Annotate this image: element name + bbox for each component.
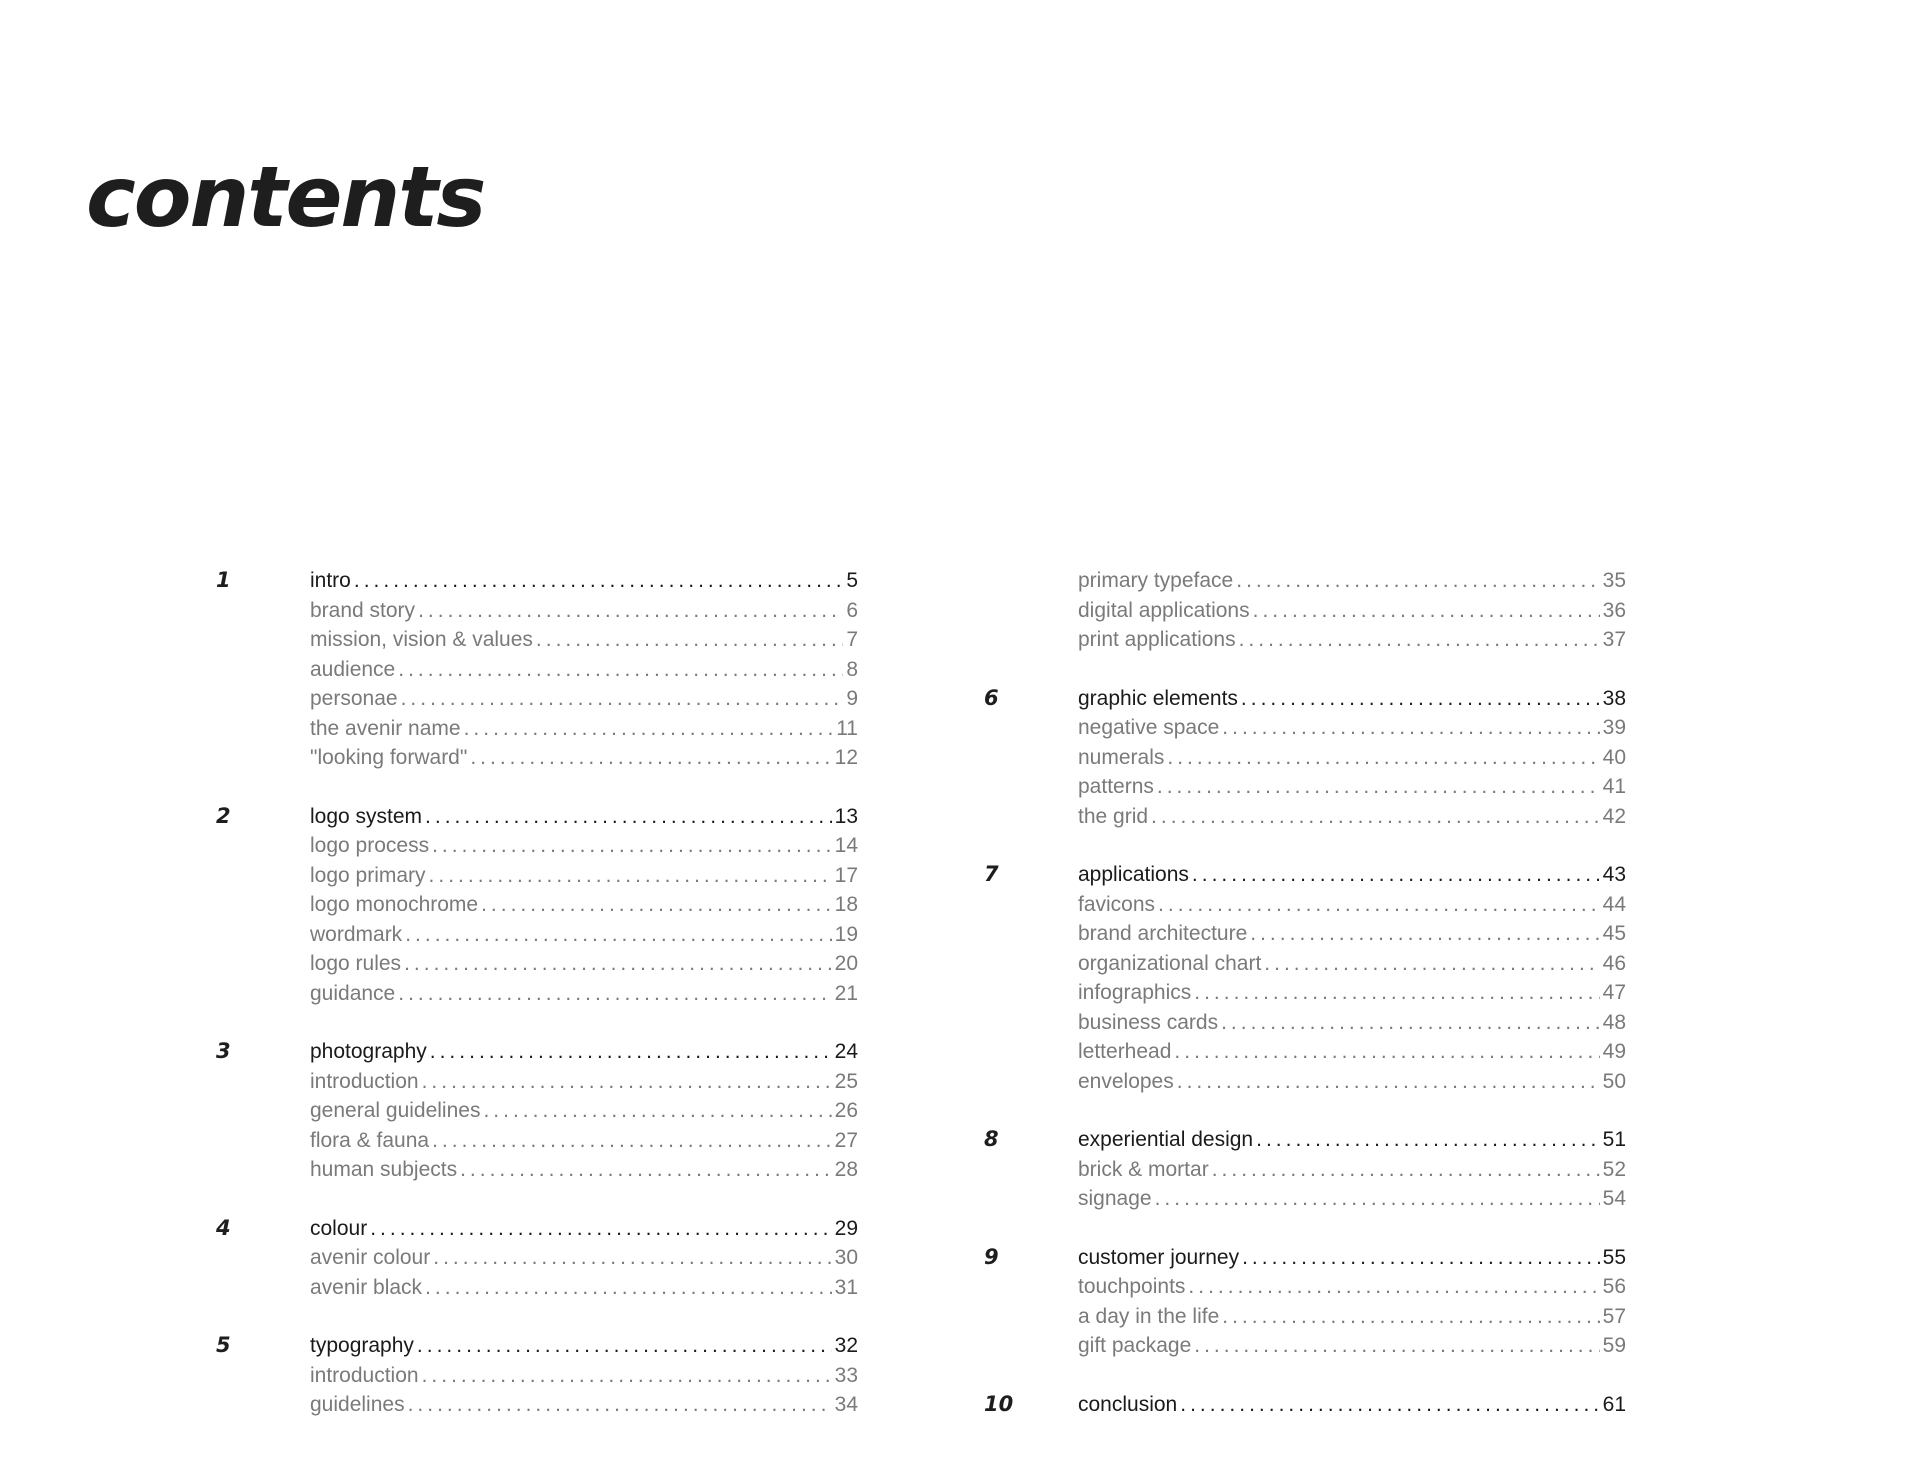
toc-page-number: 12 (834, 746, 858, 769)
toc-page-number: 34 (834, 1393, 858, 1416)
dot-leader (1177, 1067, 1600, 1097)
toc-entry (1078, 1037, 1626, 1067)
toc-entry (310, 1155, 858, 1185)
toc-entry-label: mission, vision & values (310, 628, 533, 651)
toc-page-number: 48 (1602, 1010, 1626, 1034)
toc-entry-label: brand story (310, 598, 416, 622)
toc-section-heading (1078, 1125, 1626, 1155)
toc-entry (1078, 1331, 1626, 1361)
section-number: 6 (984, 685, 999, 710)
dot-leader (433, 1243, 831, 1273)
toc-section (984, 684, 1626, 832)
toc-entry-label: conclusion (1078, 1392, 1178, 1416)
toc-entry-label: brand architecture (1078, 922, 1248, 945)
toc-page-number: 26 (834, 1099, 858, 1122)
dot-leader (1222, 1302, 1599, 1332)
toc-entry-label: colour (310, 1216, 368, 1240)
toc-entry-list (310, 1331, 858, 1420)
toc-page-number: 52 (1602, 1157, 1626, 1181)
toc-entry (310, 1096, 858, 1126)
dot-leader (418, 596, 843, 626)
toc-entry (1078, 1008, 1626, 1038)
toc-page-number: 51 (1602, 1128, 1626, 1151)
toc-page-number: 59 (1602, 1334, 1626, 1357)
dot-leader (1242, 1243, 1600, 1273)
toc-entry-label: digital applications (1078, 598, 1250, 622)
toc-entry (1078, 919, 1626, 949)
section-number: 2 (216, 803, 231, 828)
dot-leader (398, 979, 831, 1009)
section-number: 8 (984, 1127, 999, 1151)
toc-entry (310, 714, 858, 744)
toc-page-number: 9 (846, 687, 858, 710)
dot-leader (1250, 919, 1599, 949)
toc-entry (310, 1243, 858, 1273)
toc-entry-label: applications (1078, 863, 1189, 886)
toc-page-number: 30 (834, 1246, 858, 1269)
toc-entry-label: wordmark (310, 922, 403, 946)
section-number: 4 (216, 1215, 231, 1240)
dot-leader (1157, 772, 1600, 802)
dot-leader (1241, 684, 1600, 714)
toc-entry-label: general guidelines (310, 1099, 481, 1122)
toc-section-heading (1078, 684, 1626, 714)
toc-entry (310, 1390, 858, 1420)
section-number: 3 (216, 1039, 231, 1063)
toc-entry-label: logo monochrome (310, 893, 479, 916)
dot-leader (1212, 1155, 1600, 1185)
toc-page-number: 57 (1602, 1304, 1626, 1328)
toc-page-number: 29 (834, 1216, 858, 1240)
dot-leader (422, 1361, 832, 1391)
toc-entry-label: customer journey (1078, 1245, 1240, 1269)
toc-page-number: 33 (834, 1363, 858, 1387)
toc-page-number: 43 (1602, 863, 1626, 886)
dot-leader (1192, 860, 1600, 890)
toc-page-number: 61 (1602, 1392, 1626, 1416)
toc-entry-label: logo system (310, 804, 423, 828)
toc-entry-label: signage (1078, 1187, 1152, 1210)
dot-leader (404, 949, 832, 979)
toc-page-number: 44 (1602, 892, 1626, 916)
toc-section (984, 860, 1626, 1096)
toc-entry-label: human subjects (310, 1158, 458, 1181)
toc-entry-label: "looking forward" (310, 746, 468, 769)
toc-entry (310, 1126, 858, 1156)
dot-leader (1194, 1331, 1599, 1361)
toc-entry-list (1078, 1243, 1626, 1361)
toc-page-number: 45 (1602, 922, 1626, 945)
toc-entry (310, 625, 858, 655)
toc-entry-list (310, 1037, 858, 1185)
toc-page-number: 28 (834, 1158, 858, 1181)
toc-page-number: 20 (834, 952, 858, 975)
toc-entry-list (1078, 1125, 1626, 1214)
toc-section-heading (1078, 860, 1626, 890)
toc-section (216, 1214, 858, 1303)
toc-entry (1078, 743, 1626, 773)
dot-leader (1239, 625, 1600, 655)
dot-leader (470, 743, 831, 773)
dot-leader (1194, 978, 1599, 1008)
toc-page-number: 7 (846, 628, 858, 651)
toc-entry-label: infographics (1078, 981, 1192, 1004)
section-number: 10 (984, 1391, 1014, 1416)
dot-leader (370, 1214, 831, 1244)
dot-leader (483, 1096, 831, 1126)
toc-page-number: 6 (846, 598, 858, 622)
toc-entry (1078, 713, 1626, 743)
toc-entry-label: the avenir name (310, 716, 461, 740)
toc-page-number: 49 (1602, 1040, 1626, 1063)
dot-leader (429, 861, 832, 891)
dot-leader (422, 1067, 832, 1097)
dot-leader (536, 625, 843, 655)
toc-page-number: 32 (834, 1334, 858, 1357)
dot-leader (464, 714, 834, 744)
toc-entry-list (1078, 566, 1626, 655)
dot-leader (417, 1331, 832, 1361)
toc-entry-label: the grid (1078, 804, 1149, 828)
dot-leader (1256, 1125, 1600, 1155)
dot-leader (401, 684, 844, 714)
toc-page-number: 17 (834, 863, 858, 887)
toc-section-heading (310, 802, 858, 832)
toc-entry-label: photography (310, 1040, 427, 1063)
toc-section (984, 1125, 1626, 1214)
dot-leader (1222, 713, 1599, 743)
toc-entry-label: primary typeface (1078, 569, 1234, 592)
toc-entry (1078, 596, 1626, 626)
toc-entry (310, 890, 858, 920)
toc-page-number: 47 (1602, 981, 1626, 1004)
toc-entry-list (310, 1214, 858, 1303)
toc-entry (310, 684, 858, 714)
toc-entry-list (310, 566, 858, 773)
toc-column-left (216, 566, 858, 1449)
toc-entry-label: graphic elements (1078, 686, 1238, 710)
section-number: 9 (984, 1244, 999, 1269)
toc-page-number: 42 (1602, 804, 1626, 828)
toc-entry (310, 949, 858, 979)
dot-leader (1221, 1008, 1600, 1038)
toc-page-number: 55 (1602, 1245, 1626, 1269)
toc-entry (1078, 1272, 1626, 1302)
toc-entry-label: gift package (1078, 1334, 1192, 1357)
toc-section (216, 1331, 858, 1420)
toc-entry (310, 596, 858, 626)
toc-entry (310, 831, 858, 861)
page-title: contents (86, 148, 485, 246)
dot-leader (1155, 1184, 1600, 1214)
toc-entry-label: avenir black (310, 1275, 423, 1299)
toc-entry-label: print applications (1078, 628, 1236, 651)
toc-entry-list (310, 802, 858, 1009)
toc-entry-label: introduction (310, 1363, 419, 1387)
toc-page-number: 40 (1602, 745, 1626, 769)
dot-leader (1158, 890, 1600, 920)
toc-entry (310, 1273, 858, 1303)
toc-entry-label: touchpoints (1078, 1275, 1186, 1298)
toc-entry (1078, 1155, 1626, 1185)
toc-page-number: 11 (836, 716, 858, 740)
toc-page-number: 46 (1602, 951, 1626, 975)
toc-entry-label: flora & fauna (310, 1128, 430, 1152)
toc-entry-label: audience (310, 657, 396, 681)
toc-entry-label: numerals (1078, 745, 1165, 769)
toc-section (216, 566, 858, 773)
toc-page-number: 38 (1602, 686, 1626, 710)
toc-entry-label: business cards (1078, 1010, 1219, 1034)
toc-section-heading (1078, 1390, 1626, 1420)
toc-entry (1078, 890, 1626, 920)
toc-entry-label: personae (310, 687, 398, 710)
toc-page-number: 19 (834, 922, 858, 946)
dot-leader (1151, 802, 1600, 832)
toc-entry-label: letterhead (1078, 1040, 1172, 1063)
toc-page-number: 21 (834, 981, 858, 1005)
section-number: 1 (216, 568, 231, 592)
toc-entry-label: guidelines (310, 1393, 405, 1416)
dot-leader (1236, 566, 1599, 596)
toc-column-right (984, 566, 1626, 1448)
dot-leader (430, 1037, 832, 1067)
toc-entry-label: typography (310, 1334, 414, 1357)
dot-leader (1188, 1272, 1599, 1302)
toc-section-heading (1078, 1243, 1626, 1273)
toc-entry (1078, 802, 1626, 832)
toc-entry (1078, 566, 1626, 596)
dot-leader (398, 655, 843, 685)
toc-page-number: 18 (834, 893, 858, 916)
toc-entry (1078, 949, 1626, 979)
toc-section (216, 802, 858, 1009)
toc-section (984, 1390, 1626, 1420)
toc-entry-label: guidance (310, 981, 396, 1005)
toc-page-number: 8 (846, 657, 858, 681)
dot-leader (408, 1390, 832, 1420)
toc-page-number: 39 (1602, 716, 1626, 739)
dot-leader (481, 890, 832, 920)
toc-entry-label: intro (310, 569, 351, 592)
toc-entry-list (1078, 860, 1626, 1096)
dot-leader (425, 802, 832, 832)
toc-section-heading (310, 1214, 858, 1244)
toc-entry (1078, 1184, 1626, 1214)
toc-entry-list (1078, 1390, 1626, 1420)
toc-entry (310, 743, 858, 773)
dot-leader (432, 1126, 832, 1156)
toc-page-number: 35 (1602, 569, 1626, 592)
toc-page-number: 25 (834, 1069, 858, 1093)
toc-entry-label: introduction (310, 1069, 419, 1093)
toc-entry (1078, 625, 1626, 655)
toc-entry-label: brick & mortar (1078, 1157, 1209, 1181)
toc-section-heading (310, 1331, 858, 1361)
toc-entry-label: negative space (1078, 716, 1220, 739)
dot-leader (1167, 743, 1599, 773)
toc-entry (310, 979, 858, 1009)
toc-page-number: 31 (834, 1275, 858, 1299)
dot-leader (1180, 1390, 1599, 1420)
toc-entry (1078, 772, 1626, 802)
toc-entry-label: patterns (1078, 775, 1154, 798)
toc-page-number: 50 (1602, 1069, 1626, 1093)
toc-entry-label: organizational chart (1078, 951, 1262, 975)
toc-page-number: 5 (846, 569, 858, 592)
toc-section (984, 1243, 1626, 1361)
dot-leader (460, 1155, 832, 1185)
dot-leader (405, 920, 831, 950)
dot-leader (1253, 596, 1600, 626)
toc-entry-label: logo primary (310, 863, 426, 887)
toc-section (984, 566, 1626, 655)
toc-entry (1078, 1067, 1626, 1097)
toc-page-number: 36 (1602, 598, 1626, 622)
toc-entry (1078, 978, 1626, 1008)
toc-entry-label: logo process (310, 834, 430, 857)
dot-leader (425, 1273, 832, 1303)
toc-page-number: 14 (834, 834, 858, 857)
toc-section-heading (310, 566, 858, 596)
toc-page-number: 56 (1602, 1275, 1626, 1298)
toc-page-number: 27 (834, 1128, 858, 1152)
toc-section (216, 1037, 858, 1185)
toc-entry-label: experiential design (1078, 1128, 1254, 1151)
toc-entry (310, 861, 858, 891)
toc-page-number: 37 (1602, 628, 1626, 651)
dot-leader (432, 831, 832, 861)
toc-entry (310, 1067, 858, 1097)
dot-leader (354, 566, 843, 596)
toc-entry-list (1078, 684, 1626, 832)
toc-entry-label: a day in the life (1078, 1304, 1220, 1328)
section-number: 5 (216, 1333, 231, 1357)
toc-entry (1078, 1302, 1626, 1332)
toc-entry-label: logo rules (310, 952, 402, 975)
toc-entry (310, 655, 858, 685)
toc-page-number: 13 (834, 804, 858, 828)
toc-entry-label: envelopes (1078, 1069, 1174, 1093)
toc-entry-label: avenir colour (310, 1246, 431, 1269)
toc-section-heading (310, 1037, 858, 1067)
dot-leader (1174, 1037, 1599, 1067)
toc-page-number: 41 (1602, 775, 1626, 798)
toc-entry-label: favicons (1078, 892, 1156, 916)
section-number (984, 566, 1078, 655)
toc-entry (310, 1361, 858, 1391)
dot-leader (1264, 949, 1599, 979)
section-number: 7 (984, 862, 999, 886)
toc-entry (310, 920, 858, 950)
toc-page-number: 24 (834, 1040, 858, 1063)
toc-page-number: 54 (1602, 1187, 1626, 1210)
